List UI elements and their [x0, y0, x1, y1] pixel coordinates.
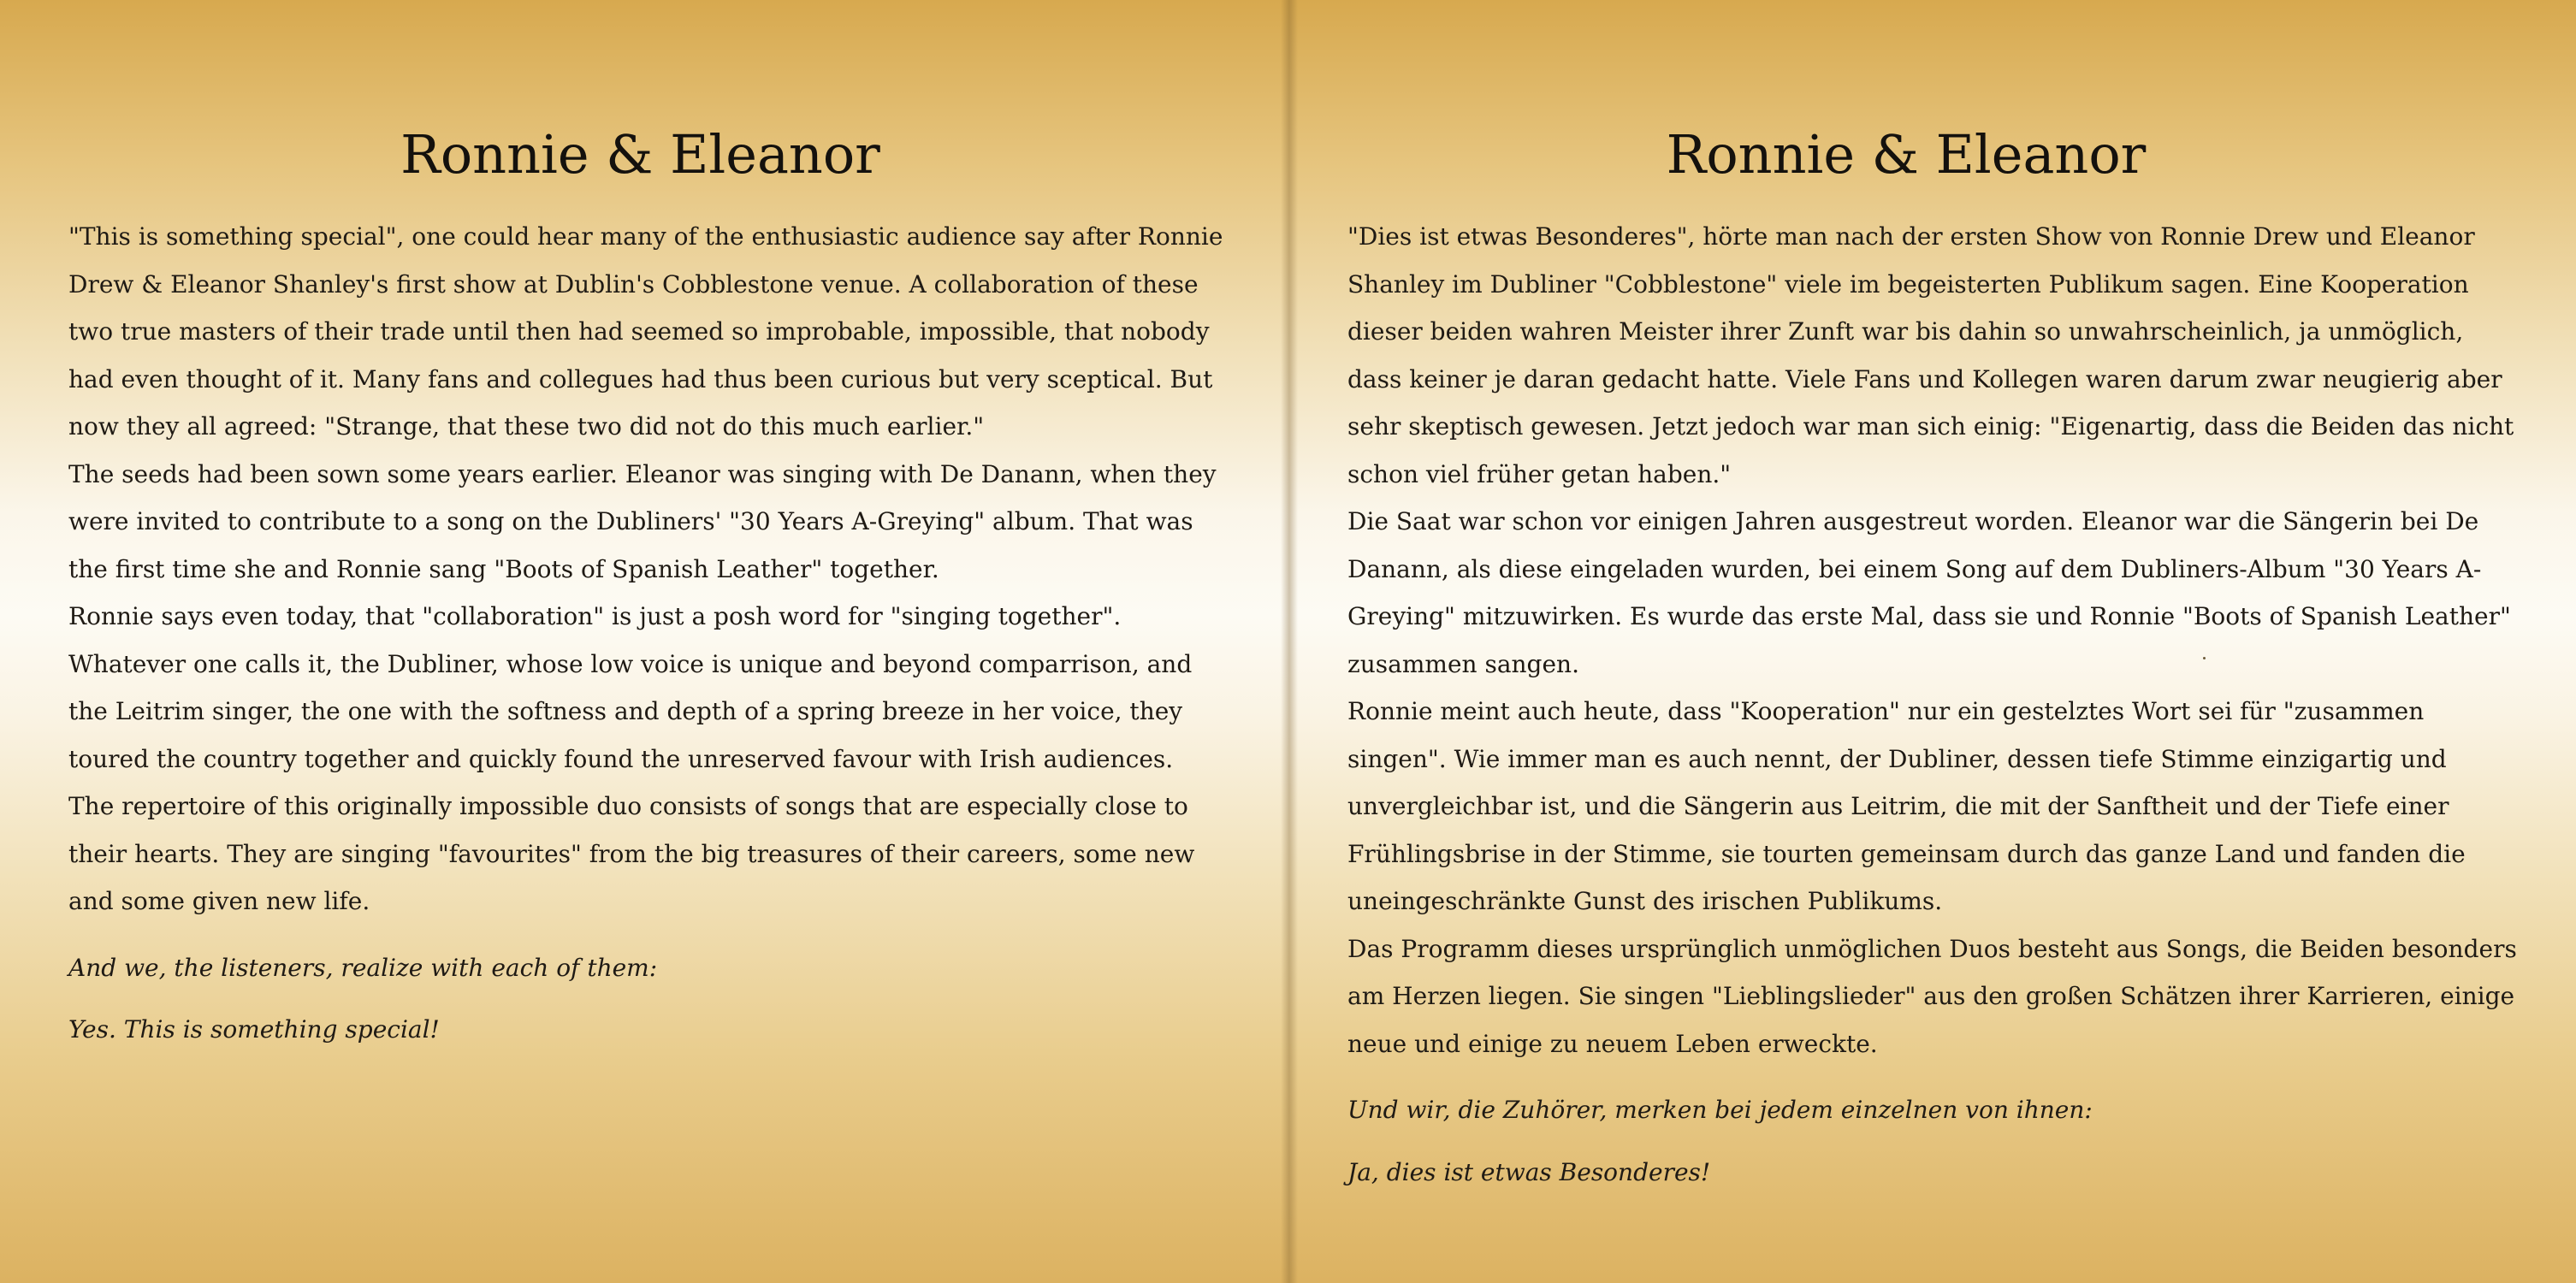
- left-paragraph-1: "This is something special", one could hear many of the enthusiastic audience say after Ronnie Drew & Eleanor Shanley's first show at Dublin's Cobblestone venue. A collaboration of these two true masters of their trade until then had seemed so improbable, impossible, that nobody had even thought of it. Many fans and collegues had thus been curious but very sceptical. But now they all agreed: "Strange, that these two did not do this much earlier.": [68, 222, 1223, 440]
- left-closing-line-2: Yes. This is something special!: [68, 1015, 440, 1044]
- right-page-title: Ronnie & Eleanor: [1666, 123, 2147, 186]
- left-paragraph-4: The repertoire of this originally impossible duo consists of songs that are especially close to their hearts. They are singing "favourites" from the big treasures of their careers, some new and some given new life.: [68, 792, 1195, 915]
- right-paragraph-4: Das Programm dieses ursprünglich unmöglichen Duos besteht aus Songs, die Beiden besonders am Herzen liegen. Sie singen "Lieblingslieder" aus den großen Schätzen ihrer Karrieren, einige neue und einige zu neuem Leben erweckte.: [1347, 934, 2517, 1058]
- right-closing-line-1: Und wir, die Zuhörer, merken bei jedem einzelnen von ihnen:: [1347, 1096, 2093, 1124]
- left-paragraph-2: The seeds had been sown some years earlier. Eleanor was singing with De Danann, when they were invited to contribute to a song on the Dubliners' "30 Years A-Greying" album. That was the first time she and Ronnie sang "Boots of Spanish Leather" together.: [68, 459, 1217, 583]
- right-page-body: [1347, 213, 2525, 1067]
- print-speck: [2203, 657, 2206, 659]
- left-closing: [68, 944, 1238, 1054]
- right-closing-line-2: Ja, dies ist etwas Besonderes!: [1347, 1157, 1711, 1186]
- right-closing: [1347, 1086, 2525, 1196]
- right-paragraph-3: Ronnie meint auch heute, dass "Kooperation" nur ein gestelztes Wort sei für "zusammen singen". Wie immer man es auch nennt, der Dubliner, dessen tiefe Stimme einzigartig und unvergleichbar ist, und die Sängerin aus Leitrim, die mit der Sanftheit und der Tiefe einer Frühlingsbrise in der Stimme, sie tourten gemeinsam durch das ganze Land und fanden die uneingeschränkte Gunst des irischen Publikums.: [1347, 697, 2466, 915]
- left-page-title: Ronnie & Eleanor: [400, 123, 880, 186]
- right-paragraph-1: "Dies ist etwas Besonderes", hörte man nach der ersten Show von Ronnie Drew und Eleanor Shanley im Dubliner "Cobblestone" viele im begeisterten Publikum sagen. Eine Kooperation dieser beiden wahren Meister ihrer Zunft war bis dahin so unwahrscheinlich, ja unmöglich, dass keiner je daran gedacht hatte. Viele Fans und Kollegen waren darum zwar neugierig aber sehr skeptisch gewesen. Jetzt jedoch war man sich einig: "Eigenartig, dass die Beiden das nicht schon viel früher getan haben.": [1347, 222, 2514, 488]
- left-closing-line-1: And we, the listeners, realize with each of them:: [68, 953, 658, 982]
- right-paragraph-2: Die Saat war schon vor einigen Jahren ausgestreut worden. Eleanor war die Sängerin bei De Danann, als diese eingeladen wurden, bei einem Song auf dem Dubliners-Album "30 Years A-Greying" mitzuwirken. Es wurde das erste Mal, dass sie und Ronnie "Boots of Spanish Leather" zusammen sangen.: [1347, 507, 2511, 678]
- left-paragraph-3: Ronnie says even today, that "collaboration" is just a posh word for "singing together". Whatever one calls it, the Dubliner, whose low voice is unique and beyond comparrison, and the Leitrim singer, the one with the softness and depth of a spring breeze in her voice, they toured the country together and quickly found the unreserved favour with Irish audiences.: [68, 602, 1193, 773]
- right-page: [1289, 0, 2576, 1283]
- left-page-body: [68, 213, 1238, 925]
